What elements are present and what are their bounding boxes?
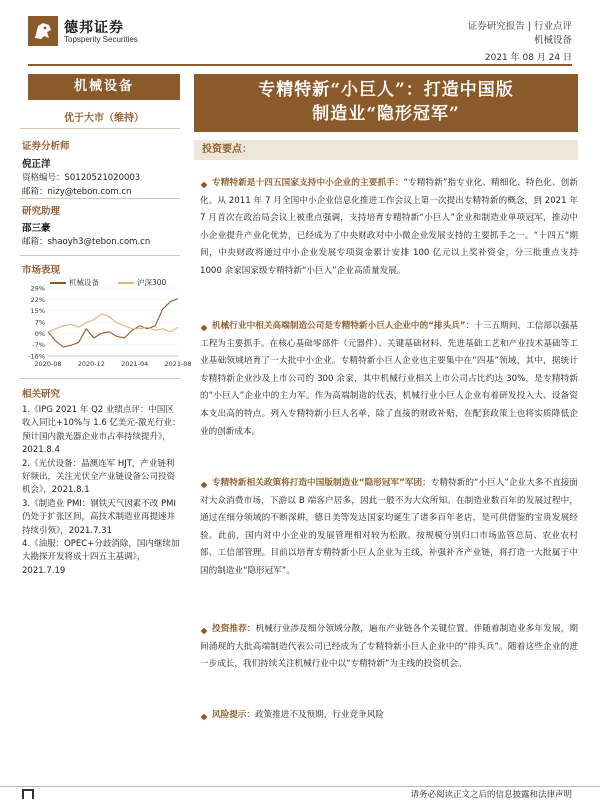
summary-paragraph — [200, 621, 578, 674]
series-line-2 — [48, 314, 178, 332]
footer-disclaimer: 请务必阅读正文之后的信息披露和法律声明 — [410, 790, 572, 800]
y-tick-label: 15% — [30, 307, 45, 316]
series-line-1 — [48, 299, 178, 347]
related-heading: 相关研究 — [22, 389, 61, 400]
paragraph-body: 政策推进不及预期，行业竞争风险 — [254, 710, 384, 720]
company-logo — [28, 16, 58, 46]
related-item[interactable]: 2.《光伏设备：晶澳连军 HJT，产业链利好频出，关注光伏全产业链设备公司投资机会》，2021.8.1 — [22, 458, 176, 496]
related-item[interactable]: 4.《油服：OPEC+分歧消除，国内继续加大勘探开发将成十四五主基调》，2021.7.19 — [22, 539, 180, 576]
title-line-1: 专精特新“小巨人”：打造中国版 — [258, 80, 514, 100]
analyst-email[interactable]: 邮箱：nizy@tebon.com.cn — [22, 187, 132, 197]
x-tick-label: 2021-04 — [121, 360, 149, 368]
qr-code-icon — [22, 789, 34, 799]
rating: 优于大市（维持） — [64, 113, 144, 124]
related-item[interactable]: 3.《制造业 PMI：钢铁天气因素不改 PMI 仍处于扩张区间，高技术制造业再提速并持续引领》，2021.7.31 — [22, 498, 176, 536]
sidebar-divider — [20, 255, 180, 256]
related-item[interactable]: 1.《IPG 2021 年 Q2 业绩点评：中国区收入同比+10%与 1.6 亿美元-激光行业：预计国内激光器企业市占率持续提升》，2021.8.4 — [22, 405, 181, 456]
market-heading: 市场表现 — [22, 265, 61, 276]
report-title — [194, 74, 578, 132]
report-type: 证券研究报告 | 行业点评 — [467, 21, 572, 32]
report-date: 2021 年 08 月 24 日 — [484, 53, 572, 63]
y-tick-label: 29% — [30, 284, 45, 293]
paragraph-body: 十三五期间，工信部以强基工程为主要抓手。在核心基础零部件（元器件）、关键基础材料、先进基础工艺和产业技术基础等工业基础领域培育了一大批中小企业。专精特新小巨人企业也主要集中在“四基”领域，其中，据统计专精特新企业沙及上市公司约 300 余家，其中机械行业相关上市公司占比约达 30%，是专精特新的“小巨人”企业中的主力军。作为高端制造的代表，机械行业小巨人企业有着研发投入大、设备资本支出高的特点。列入专精特新小巨人名单，除了直接的财政补贴，在配套政策上也将实质降低企业的创新成本。 — [200, 321, 578, 437]
analyst-heading: 证券分析师 — [22, 141, 70, 152]
paragraph-body: “专精特新”指专业化、精细化、特色化、创新化。从 2011 年 7 月全国中小企业信息化推进工作会议上第一次提出专精特新的概念，到 2021 年 7 月首次在政治局会议上被重点强调，支持培育专精特新“小巨人”企业和制造业单项冠军，推动中小企业提升产业化优势，已经成为了中央财政对中小微企业发展支持的主要抓手之一。“十四五”期间，中央财政将通过中小企业发展专项资金累计安排 100 亿元以上奖补资金，分三批重点支持 1000 余家国家级专精特新“小巨人”企业高质量发展。 — [200, 178, 578, 276]
footer-divider — [0, 786, 600, 787]
sector-label: 机械设备 — [28, 74, 180, 100]
y-tick-label: -7% — [32, 341, 45, 350]
paragraph-body: 专精特新的“小巨人”企业大多不直接面对大众消费市场，下游以 B 端客户居多，因此一般不为大众所知。在制造业数百年的发展过程中，通过在细分领域的不断深耕，德日美等发达国家均诞生了诸多百年老店，是可供借鉴的宝贵发展经验。此前，国内对中小企业的发展管理相对较为松散。按规模分别归口市场监管总局、农业农村部、工信部管理。目前以培育专精特新小巨人企业为主线、补强补齐产业链，将打造一大批属于中国的制造业“隐形冠军”。 — [200, 478, 578, 576]
assistant-name: 邵三豪 — [22, 223, 51, 234]
assistant-email[interactable]: 邮箱：shaoyh3@tebon.com.cn — [22, 237, 151, 247]
investment-points-heading: 投资要点： — [194, 140, 578, 160]
paragraph-lead: 风险提示： — [212, 710, 255, 720]
x-tick-label: 2020-08 — [34, 360, 62, 368]
paragraph-body: 机械行业涉及细分领域分散，遍布产业链各个关键位置。伴随着制造业多年发展，期间涌现的大批高端制造代表公司已经成为了专精特新小巨人企业中的“排头兵”。随着这些企业的进一步成长，我们持续关注机械行业中以“专精特新”为主线的投资机会。 — [200, 624, 578, 670]
legend-label: 沪深300 — [137, 278, 167, 287]
assistant-heading: 研究助理 — [22, 206, 61, 217]
paragraph-lead: 专精特新是十四五国家支持中小企业的主要抓手： — [212, 178, 404, 188]
summary-paragraph — [200, 707, 578, 725]
analyst-name: 倪正洋 — [22, 159, 51, 170]
paragraph-lead: 投资推荐： — [212, 624, 256, 634]
y-tick-label: -16% — [28, 352, 45, 361]
paragraph-lead: 专精特新相关政策将打造中国版制造业“隐形冠军”军团： — [212, 478, 431, 488]
header-sector: 机械设备 — [533, 35, 572, 46]
sidebar-divider — [20, 128, 180, 129]
brand-name: 德邦证券 — [64, 20, 124, 36]
y-tick-label: 22% — [30, 295, 45, 304]
y-tick-label: 7% — [34, 318, 45, 327]
sidebar-divider — [20, 378, 180, 379]
summary-paragraph — [200, 475, 578, 581]
report-type-block — [468, 20, 572, 48]
y-tick-label: 0% — [34, 329, 45, 338]
summary-paragraph — [200, 318, 578, 441]
market-performance-chart — [22, 276, 192, 372]
title-line-2: 制造业“隐形冠军” — [312, 104, 460, 124]
paragraph-lead: 机械行业中相关高端制造公司是专精特新小巨人企业中的“排头兵”： — [212, 321, 475, 331]
logo-emblem-icon — [32, 20, 54, 42]
analyst-license: 资格编号：S0120521020003 — [22, 173, 141, 183]
brand-name-english: Topsperity Securities — [64, 35, 138, 44]
sidebar-divider — [20, 198, 180, 199]
x-tick-label: 2020-12 — [77, 360, 105, 368]
summary-paragraph — [200, 175, 578, 281]
x-tick-label: 2021-08 — [164, 360, 192, 368]
legend-label: 机械设备 — [69, 278, 99, 287]
header-divider — [28, 64, 572, 66]
related-list — [22, 404, 182, 578]
